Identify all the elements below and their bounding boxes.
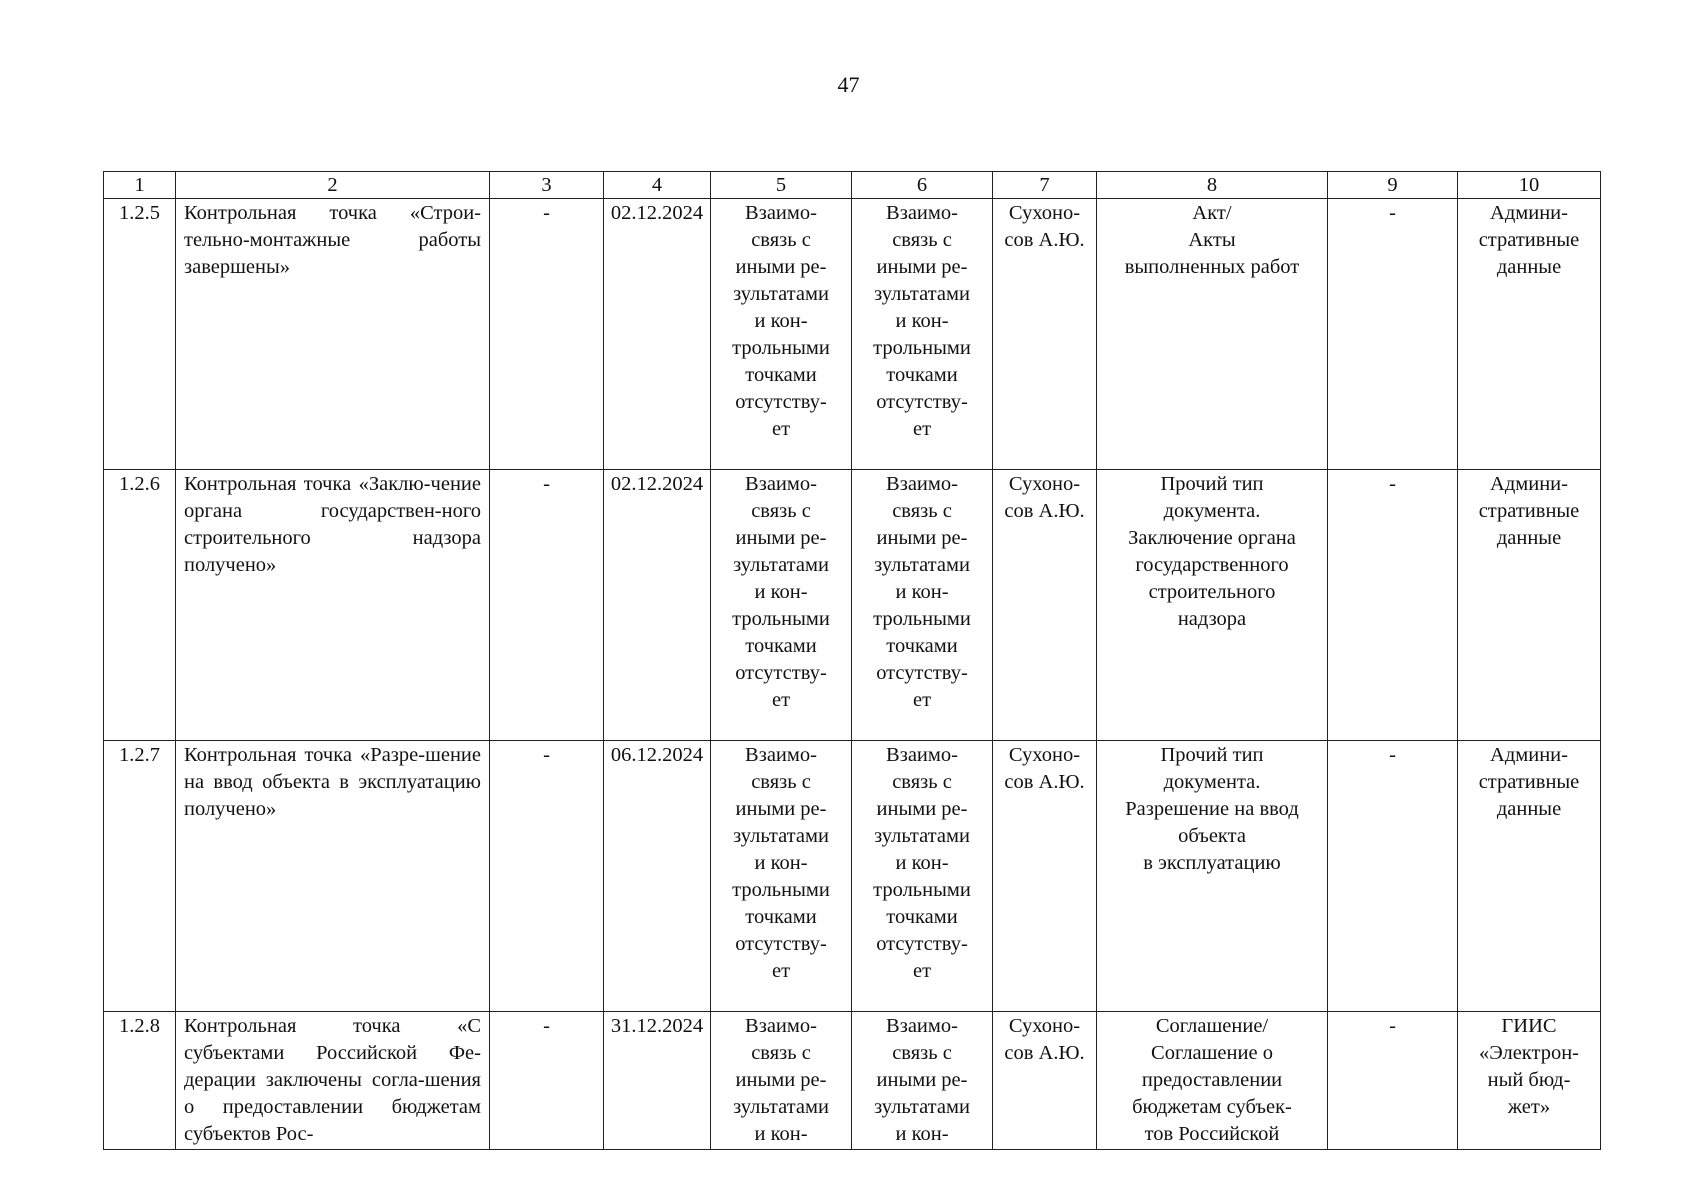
header-row: [104, 172, 1601, 199]
row-id: 1.2.5: [104, 199, 176, 470]
control-points-table: [103, 171, 1601, 1150]
responsible-person: Сухоно- сов А.Ю.: [993, 1012, 1097, 1150]
deadline-date: 02.12.2024: [604, 199, 711, 470]
relation-col6: Взаимо- связь с иными ре- зультатами и кон- трольными точками отсутству- ет: [852, 741, 993, 1012]
relation-col5: Взаимо- связь с иными ре- зультатами и кон- трольными точками отсутству- ет: [711, 741, 852, 1012]
page-number: 47: [837, 72, 860, 97]
column-header-9: 9: [1328, 172, 1458, 199]
document-type: Акт/ Акты выполненных работ: [1097, 199, 1328, 470]
cell-col9: -: [1328, 741, 1458, 1012]
row-id: 1.2.7: [104, 741, 176, 1012]
cell-col3: -: [490, 199, 604, 470]
document-type: Прочий тип документа. Разрешение на ввод объекта в эксплуатацию: [1097, 741, 1328, 1012]
column-header-2: 2: [176, 172, 490, 199]
document-type: Прочий тип документа. Заключение органа государственного строительного надзора: [1097, 470, 1328, 741]
relation-col6: Взаимо- связь с иными ре- зультатами и кон- трольными точками отсутству- ет: [852, 470, 993, 741]
document-type: Соглашение/ Соглашение о предоставлении бюджетам субъек- тов Российской: [1097, 1012, 1328, 1150]
data-source: Админи- стративные данные: [1458, 741, 1601, 1012]
responsible-person: Сухоно- сов А.Ю.: [993, 199, 1097, 470]
column-header-6: 6: [852, 172, 993, 199]
relation-col6: Взаимо- связь с иными ре- зультатами и кон-: [852, 1012, 993, 1150]
control-point-name: Контрольная точка «Строи-тельно-монтажные работы завершены»: [176, 199, 490, 470]
relation-col5: Взаимо- связь с иными ре- зультатами и кон-: [711, 1012, 852, 1150]
control-point-name: Контрольная точка «Заклю-чение органа государствен-ного строительного надзора получено»: [176, 470, 490, 741]
responsible-person: Сухоно- сов А.Ю.: [993, 741, 1097, 1012]
responsible-person: Сухоно- сов А.Ю.: [993, 470, 1097, 741]
deadline-date: 02.12.2024: [604, 470, 711, 741]
relation-col5: Взаимо- связь с иными ре- зультатами и кон- трольными точками отсутству- ет: [711, 199, 852, 470]
table-row: [104, 1012, 1601, 1150]
cell-col9: -: [1328, 1012, 1458, 1150]
column-header-10: 10: [1458, 172, 1601, 199]
data-source: Админи- стративные данные: [1458, 470, 1601, 741]
table-row: [104, 741, 1601, 1012]
row-id: 1.2.8: [104, 1012, 176, 1150]
deadline-date: 06.12.2024: [604, 741, 711, 1012]
cell-col9: -: [1328, 470, 1458, 741]
cell-col9: -: [1328, 199, 1458, 470]
column-header-8: 8: [1097, 172, 1328, 199]
column-header-5: 5: [711, 172, 852, 199]
relation-col6: Взаимо- связь с иными ре- зультатами и кон- трольными точками отсутству- ет: [852, 199, 993, 470]
table-row: [104, 470, 1601, 741]
column-header-3: 3: [490, 172, 604, 199]
data-source: ГИИС «Электрон- ный бюд- жет»: [1458, 1012, 1601, 1150]
column-header-1: 1: [104, 172, 176, 199]
control-point-name: Контрольная точка «Разре-шение на ввод объекта в эксплуатацию получено»: [176, 741, 490, 1012]
cell-col3: -: [490, 1012, 604, 1150]
cell-col3: -: [490, 470, 604, 741]
column-header-7: 7: [993, 172, 1097, 199]
cell-col3: -: [490, 741, 604, 1012]
table-row: [104, 199, 1601, 470]
data-source: Админи- стративные данные: [1458, 199, 1601, 470]
column-header-4: 4: [604, 172, 711, 199]
deadline-date: 31.12.2024: [604, 1012, 711, 1150]
row-id: 1.2.6: [104, 470, 176, 741]
control-point-name: Контрольная точка «С субъектами Российской Фе-дерации заключены согла-шения о предоставлении бюджетам субъектов Рос-: [176, 1012, 490, 1150]
relation-col5: Взаимо- связь с иными ре- зультатами и кон- трольными точками отсутству- ет: [711, 470, 852, 741]
